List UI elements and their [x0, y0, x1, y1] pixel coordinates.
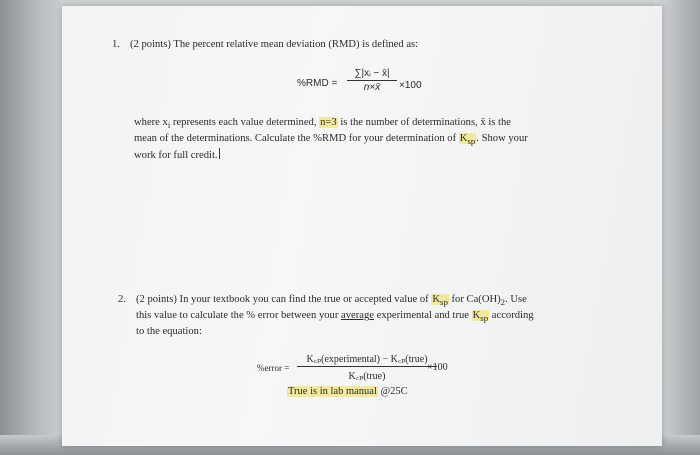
rmd-formula-denominator: n×x̄	[363, 82, 381, 93]
question-2-line-3	[118, 325, 598, 339]
document-page	[62, 6, 662, 446]
question-1-title: (2 points) The percent relative mean deviation (RMD) is defined as:	[130, 39, 419, 50]
q2-underline-average: average	[341, 310, 374, 322]
lab-manual-note	[287, 386, 408, 397]
q2-text: (2 points) In your textbook you can find the true or accepted value of	[136, 294, 432, 305]
q1-text: mean of the determinations. Calculate the %RMD for your determination of	[134, 133, 459, 145]
rmd-formula-numerator: ∑|xᵢ − x̄|	[347, 68, 397, 81]
q2-text: . Use	[505, 294, 527, 305]
q2-text: for Ca(OH)	[448, 294, 501, 305]
q2-subscript: 2	[500, 297, 506, 308]
q1-subscript: i	[167, 120, 171, 131]
ksp-sub: sp	[440, 297, 448, 308]
q2-highlight-ksp-2	[472, 310, 490, 324]
q1-text: is the number of determinations, x̄ is the	[337, 117, 511, 128]
q1-text: where x	[134, 117, 168, 128]
error-formula-rhs: ×100	[427, 362, 448, 373]
rmd-formula-fraction	[347, 68, 397, 93]
error-formula-fraction	[297, 351, 437, 382]
error-formula-lhs: %error =	[257, 363, 290, 373]
q1-text: represents each value determined,	[170, 117, 320, 128]
question-2-number: 2.	[118, 294, 126, 305]
q1-highlight-ksp	[459, 133, 477, 147]
note-highlight: True is in lab manual	[288, 386, 377, 397]
question-1-number: 1.	[112, 39, 120, 50]
rmd-formula-rhs: ×100	[399, 80, 422, 91]
question-2-line-1	[118, 293, 598, 309]
question-2-line-2	[118, 309, 598, 325]
note-temperature: @25C	[377, 386, 408, 397]
ksp-sub: sp	[480, 313, 489, 324]
question-2	[118, 293, 598, 339]
q1-highlight-n: n=3	[320, 117, 337, 128]
q2-highlight-ksp	[431, 294, 449, 308]
ksp-k: K	[472, 310, 481, 322]
rmd-formula-lhs: %RMD =	[297, 78, 338, 89]
background-left	[0, 0, 60, 455]
question-1-line-2	[134, 132, 604, 148]
question-1-body	[134, 116, 604, 163]
error-formula-denominator: K꜀ₚ(true)	[348, 371, 386, 382]
question-1-line-1	[134, 116, 604, 132]
q2-text: experimental and true	[373, 310, 472, 322]
q2-text: this value to calculate the % error between your	[136, 310, 342, 322]
q2-text: according	[489, 310, 534, 322]
ksp-sub: sp	[467, 136, 476, 147]
question-1-header	[112, 38, 418, 52]
q1-text: . Show your	[476, 133, 528, 145]
ksp-k: K	[459, 133, 468, 145]
q1-text: work for full credit.	[134, 150, 218, 162]
text-cursor	[219, 148, 220, 159]
error-formula-numerator: K꜀ₚ(experimental) − K꜀ₚ(true)	[297, 351, 437, 367]
q2-text: to the equation:	[136, 326, 202, 338]
ksp-k: K	[432, 294, 441, 305]
question-1-line-3	[134, 148, 604, 163]
